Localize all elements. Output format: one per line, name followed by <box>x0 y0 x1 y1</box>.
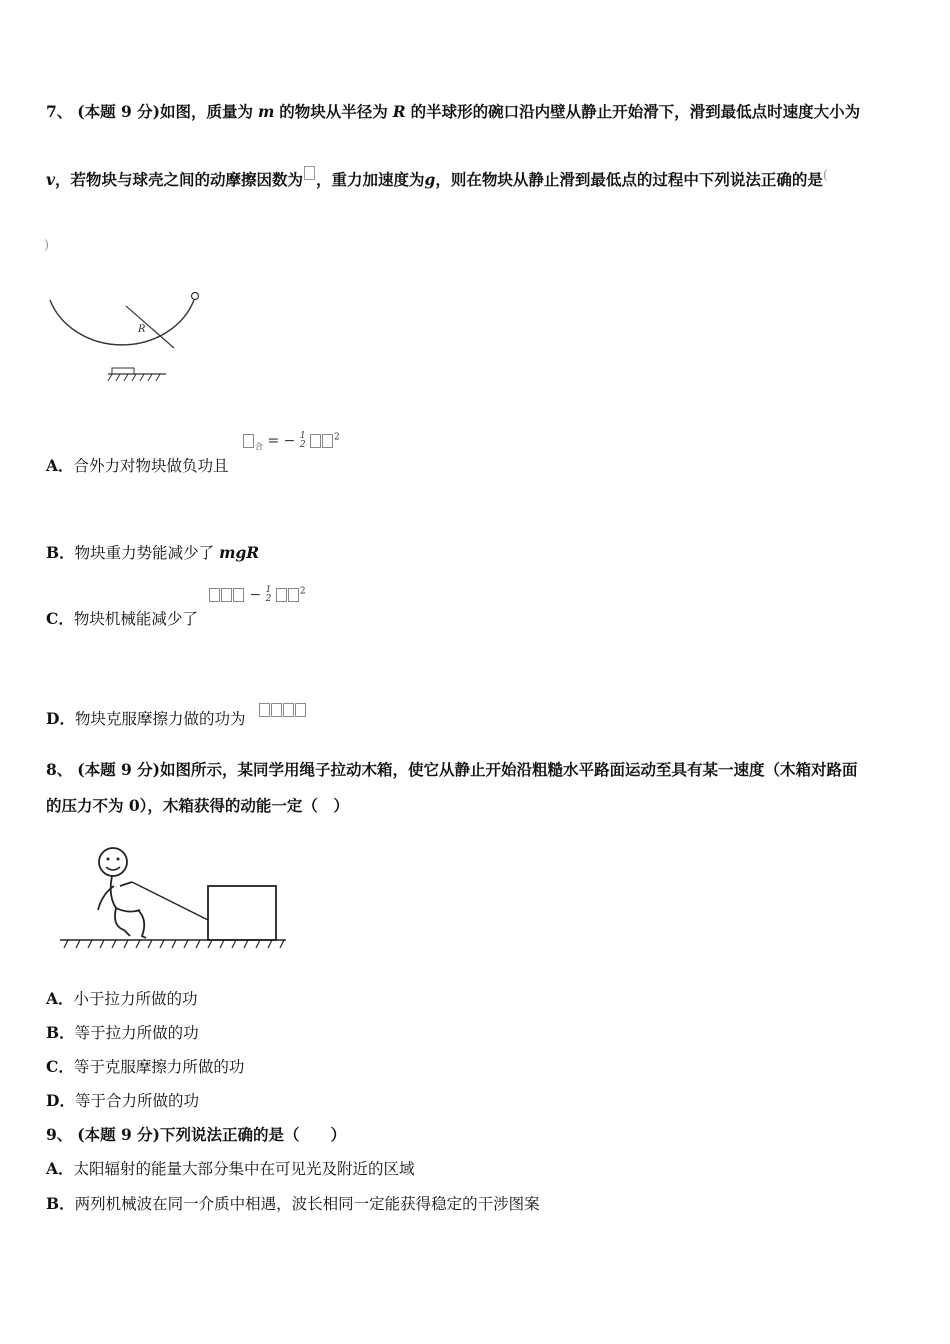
bowl-figure <box>44 288 209 396</box>
q8-option-c <box>46 1057 244 1077</box>
q7-paren-close: ) <box>44 238 50 253</box>
q7-option-a-formula: $_合$ = − 1 2 $^2$ <box>243 432 340 452</box>
option-text: 太阳辐射的能量大部分集中在可见光及附近的区域 <box>73 1160 415 1178</box>
q8-text: 的压力不为 0），木箱获得的动能一定（ ） <box>46 796 349 815</box>
q7-option-b <box>46 543 259 563</box>
option-text: 物块重力势能减少了 <box>74 544 215 562</box>
bowl-stand <box>112 368 134 374</box>
option-text: 等于合力所做的功 <box>74 1092 199 1110</box>
option-value: mgR <box>219 543 260 562</box>
box <box>208 886 276 940</box>
q7-text: 的半球形的碗口沿内壁从静止开始滑下，滑到最低点时速度大小为 <box>410 102 861 121</box>
formula-fraction: 1 2 <box>265 585 272 604</box>
q8-option-a <box>46 989 198 1009</box>
q7-text: 的物块从半径为 <box>279 102 388 121</box>
q7-var-v: v <box>46 170 56 190</box>
option-text: 物块克服摩擦力做的功为 <box>74 710 246 728</box>
formula-sup: 2 <box>334 432 340 443</box>
q7-points: (本题 9 分) <box>77 102 160 121</box>
q7-var-R: R <box>392 102 406 121</box>
q8-text: 如图所示，某同学用绳子拉动木箱，使它从静止开始沿粗糙水平路面运动至具有某一速度（木箱对路面 <box>159 760 858 779</box>
radius-label: R <box>138 324 146 335</box>
radius-line <box>126 306 174 348</box>
arm2 <box>120 882 132 886</box>
q9-number: 9、 <box>46 1125 73 1144</box>
head-icon <box>99 848 127 876</box>
q7-stem-line2 <box>46 166 828 190</box>
q7-option-d <box>46 709 245 729</box>
q9-option-a <box>46 1159 415 1179</box>
q7-text: 如图，质量为 <box>159 102 253 121</box>
formula-fraction: 1 2 <box>299 431 306 450</box>
q7-text: ，则在物块从静止滑到最低点的过程中下列说法正确的是 <box>435 170 823 190</box>
q7-text: ，重力加速度为 <box>316 170 425 190</box>
q7-text: ，若物块与球壳之间的动摩擦因数为 <box>55 170 304 190</box>
option-text: 合外力对物块做负功且 <box>73 457 229 475</box>
q7-var-g: g <box>424 170 436 190</box>
option-text: 等于克服摩擦力所做的功 <box>73 1058 245 1076</box>
option-label: C． <box>46 609 74 628</box>
option-label: A． <box>46 989 74 1008</box>
ground-hatch <box>108 374 160 381</box>
q8-option-d <box>46 1091 199 1111</box>
leg2 <box>138 910 146 938</box>
q8-points: (本题 9 分) <box>77 760 160 779</box>
option-label: B． <box>46 1023 75 1042</box>
q7-var-m: m <box>257 102 275 121</box>
option-label: A． <box>46 1159 74 1178</box>
option-text: 小于拉力所做的功 <box>73 990 198 1008</box>
q7-option-d-formula <box>259 702 307 718</box>
option-text: 等于拉力所做的功 <box>74 1024 199 1042</box>
q7-option-c <box>46 609 198 629</box>
q7-option-a <box>46 456 229 476</box>
q9-text: 下列说法正确的是（ ） <box>159 1125 346 1144</box>
q9-stem <box>46 1125 346 1145</box>
body <box>111 876 140 912</box>
formula-minus: − <box>249 587 262 603</box>
block-icon <box>192 293 199 300</box>
option-label: B． <box>46 1194 75 1213</box>
option-label: A． <box>46 456 74 475</box>
formula-sup: 2 <box>299 586 306 597</box>
q7-option-c-formula <box>209 586 306 604</box>
q8-stem-line1 <box>46 760 858 780</box>
q8-number: 8、 <box>46 760 73 779</box>
option-text: 两列机械波在同一介质中相遇，波长相同一定能获得稳定的干涉图案 <box>74 1195 540 1213</box>
option-label: C． <box>46 1057 74 1076</box>
q8-stem-line2 <box>46 796 349 816</box>
q9-option-b <box>46 1194 540 1214</box>
q7-stem-line1 <box>46 102 860 122</box>
q7-paren-open: ( <box>822 168 828 183</box>
formula-eq: = − <box>267 433 296 449</box>
q8-option-b <box>46 1023 199 1043</box>
bowl-arc <box>50 300 194 345</box>
option-text: 物块机械能减少了 <box>73 610 198 628</box>
option-label: D． <box>46 1091 75 1110</box>
mu-placeholder-icon <box>304 166 315 180</box>
q7-number: 7、 <box>46 102 73 121</box>
pulling-box-figure <box>50 836 290 966</box>
q9-points: (本题 9 分) <box>77 1125 160 1144</box>
option-label: D． <box>46 709 75 728</box>
option-label: B． <box>46 543 75 562</box>
rope <box>132 882 208 920</box>
ground-hatch <box>64 940 284 948</box>
